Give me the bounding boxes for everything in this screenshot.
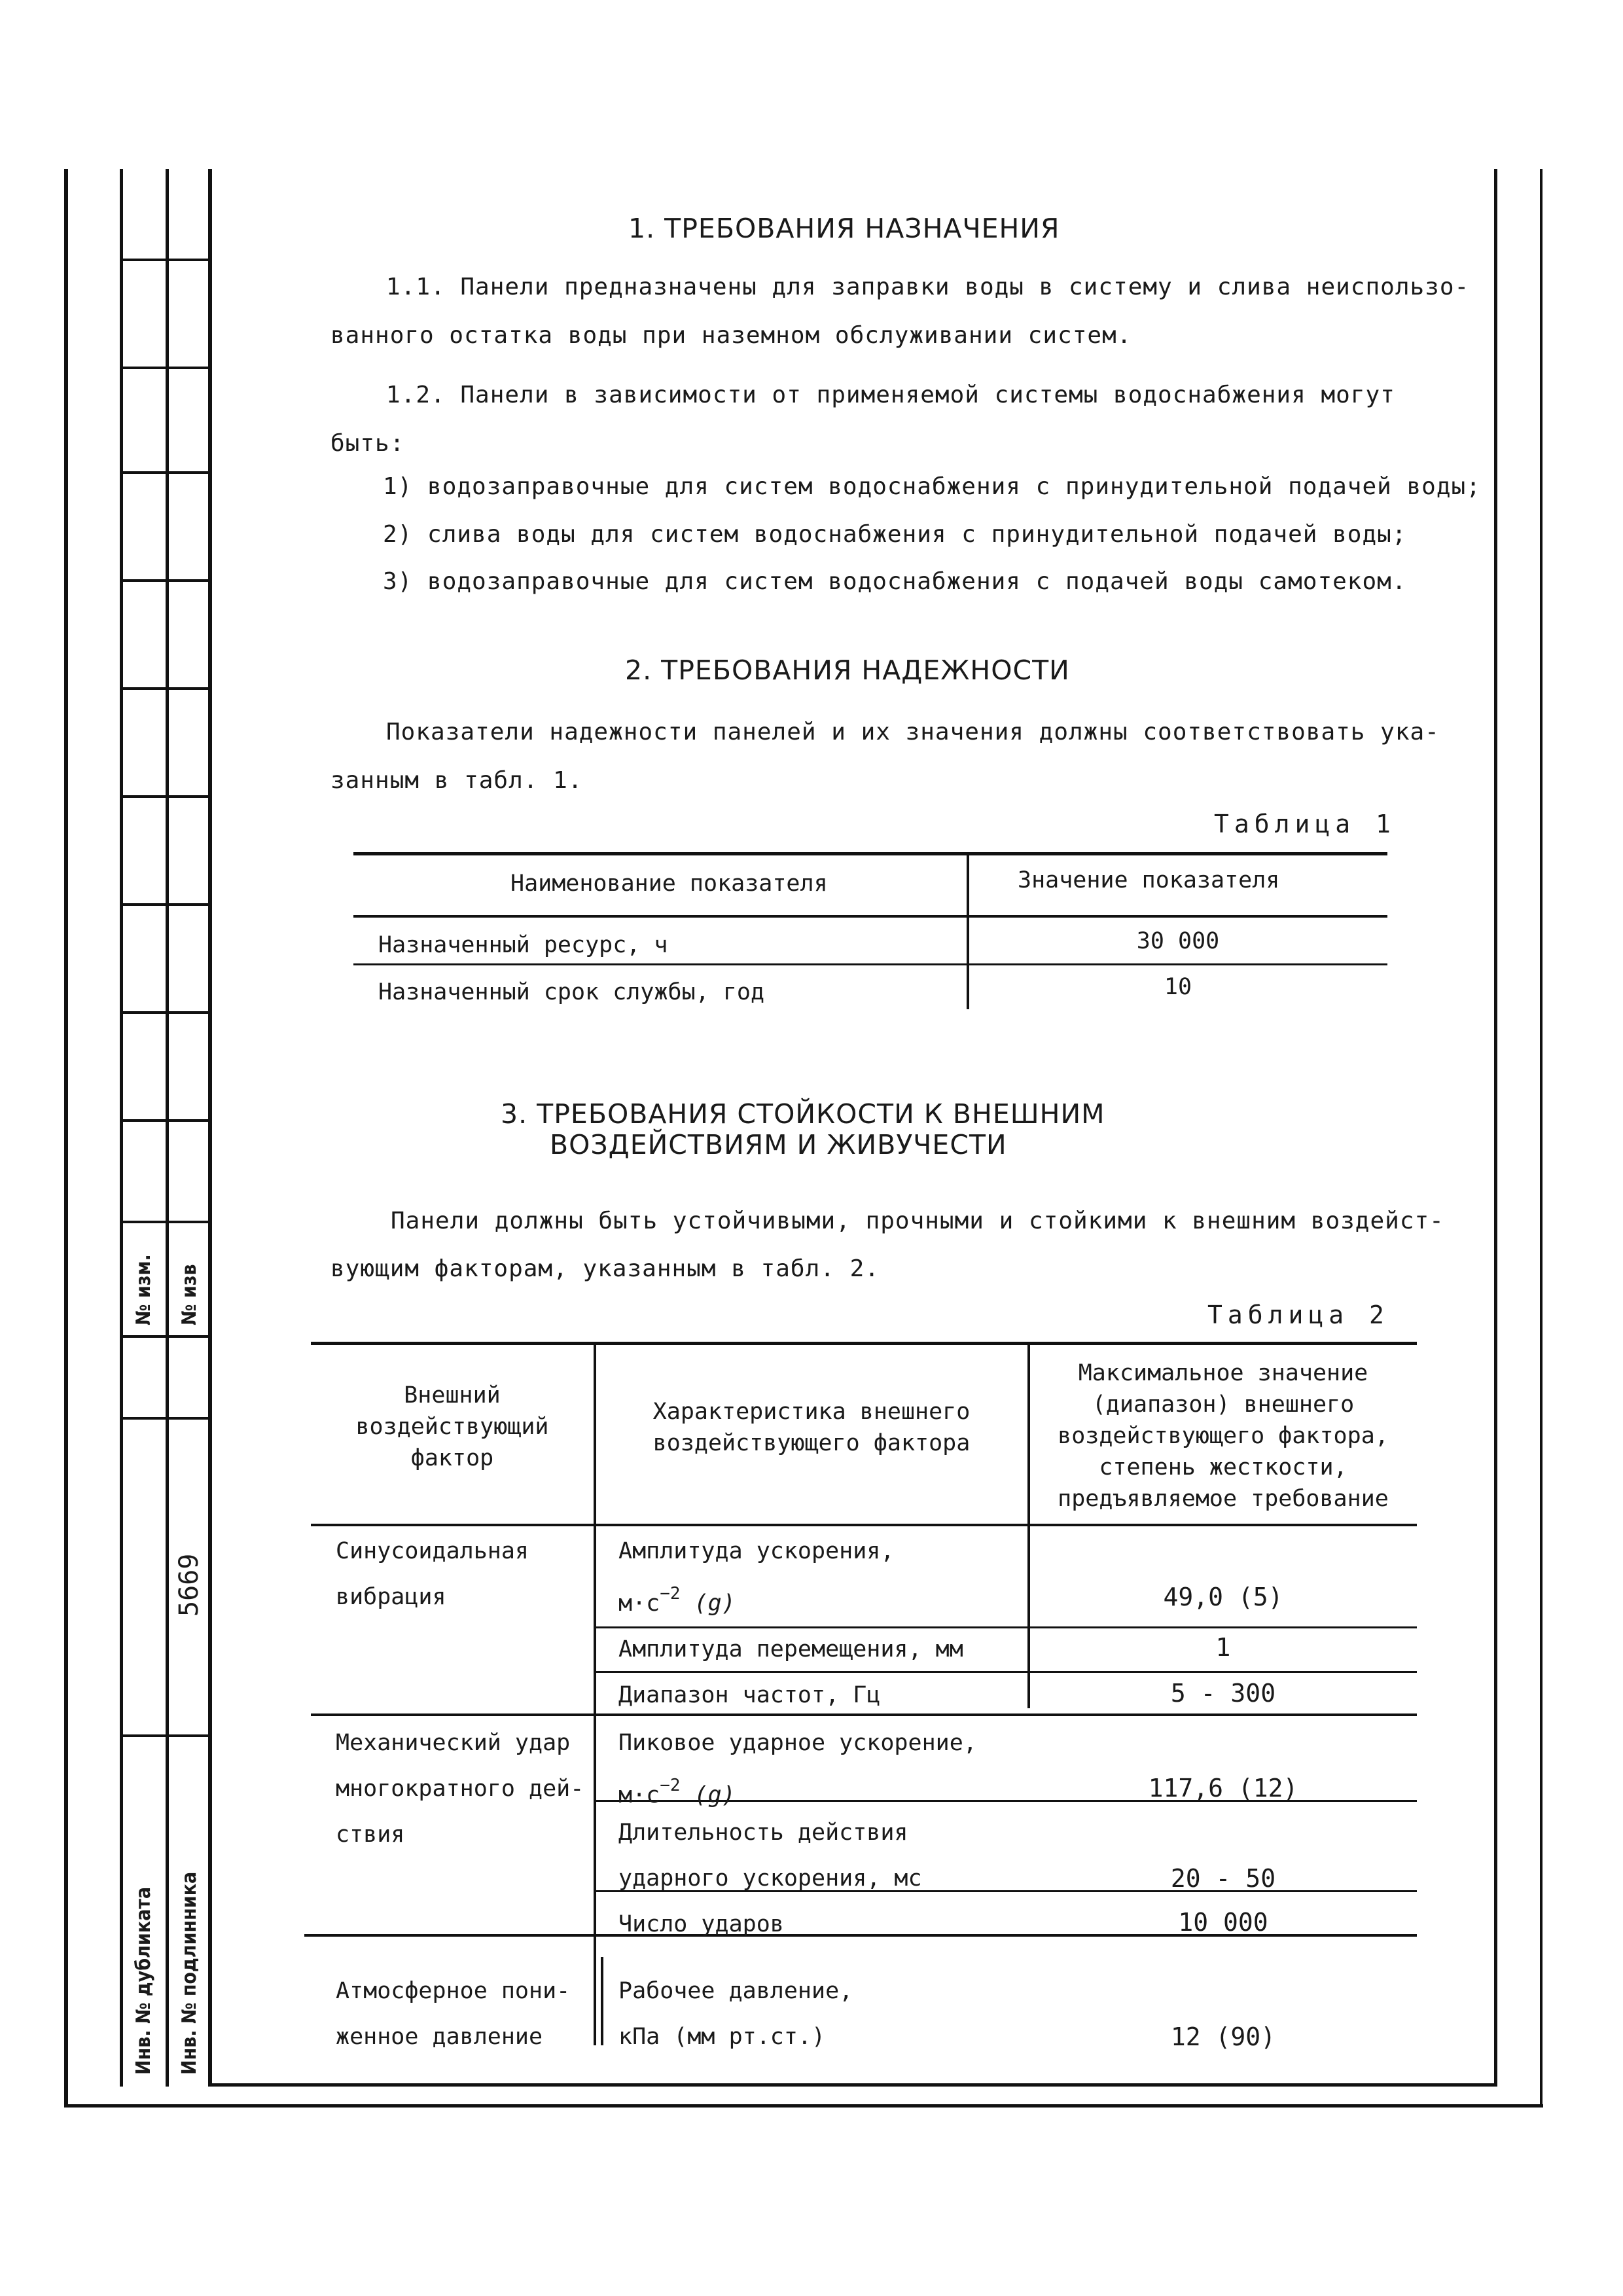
table2-header-max-l2: (диапазон) внешнего bbox=[1092, 1391, 1355, 1418]
right-outer-line bbox=[1540, 169, 1543, 2106]
table2-header-max-l1: Максимальное значение bbox=[1078, 1360, 1368, 1386]
table2-duration-value: 20 - 50 bbox=[1170, 1864, 1276, 1893]
table2-work-value: 12 (90) bbox=[1170, 2022, 1276, 2051]
table1-row2-name: Назначенный срок службы, год bbox=[378, 979, 765, 1005]
table2-top-rule bbox=[311, 1342, 1417, 1345]
section1-item-3: 3) водозаправочные для систем водоснабжения с подачей воды самотеком. bbox=[383, 568, 1407, 595]
table2-header-factor-l2: воздействующий bbox=[355, 1414, 549, 1440]
table2-vib-bottom-rule bbox=[311, 1713, 1417, 1716]
table2-shock-factor-l3: ствия bbox=[336, 1821, 405, 1848]
table2-vibration-factor-l1: Синусоидальная bbox=[336, 1538, 529, 1564]
bottom-outer-line bbox=[64, 2104, 1543, 2108]
table2-header-rule bbox=[311, 1524, 1417, 1526]
sidebar-label-izm: № изм. bbox=[132, 1254, 155, 1325]
table2-duration-l2: ударного ускорения, мс bbox=[618, 1865, 922, 1892]
table2-peak-g: (g) bbox=[694, 1782, 736, 1808]
table2-count: Число ударов bbox=[618, 1911, 784, 1937]
table1-row1-name: Назначенный ресурс, ч bbox=[378, 932, 668, 958]
section2-p-line1: Показатели надежности панелей и их значения должны соответствовать ука- bbox=[386, 719, 1440, 745]
table2-freq: Диапазон частот, Гц bbox=[618, 1682, 881, 1708]
table2-header-max-l5: предъявляемое требование bbox=[1058, 1486, 1389, 1512]
left-margin-line-2 bbox=[166, 169, 169, 2087]
table2-amp-disp: Амплитуда перемещения, мм bbox=[618, 1636, 963, 1662]
left-outer-border bbox=[64, 169, 68, 2106]
section1-p2-line2: быть: bbox=[330, 430, 405, 457]
section2-p-line2: занным в табл. 1. bbox=[330, 767, 583, 794]
table2-count-value: 10 000 bbox=[1178, 1908, 1268, 1937]
table2-peak-l2 bbox=[618, 1776, 736, 1808]
table2-header-max-l3: воздействующего фактора, bbox=[1058, 1423, 1389, 1449]
table1-header-name: Наименование показателя bbox=[510, 870, 828, 897]
table2-work-l1: Рабочее давление, bbox=[618, 1978, 853, 2004]
table2-peak-unit: м·с bbox=[618, 1782, 660, 1808]
table2-shock-factor-l1: Механический удар bbox=[336, 1730, 571, 1756]
table2-amp-accel-l2 bbox=[618, 1584, 736, 1617]
table1-header-value: Значение показателя bbox=[1018, 867, 1280, 893]
table1-caption: Таблица 1 bbox=[1214, 810, 1396, 838]
table2-header-factor-l1: Внешний bbox=[404, 1382, 501, 1408]
table2-peak-value: 117,6 (12) bbox=[1148, 1774, 1298, 1803]
table2-shock-factor-l2: многократного дей- bbox=[336, 1776, 584, 1802]
table2-header-char-l1: Характеристика внешнего bbox=[652, 1399, 971, 1425]
table1-row1-value: 30 000 bbox=[1136, 928, 1220, 954]
section1-p1-line2: ванного остатка воды при наземном обслуживании систем. bbox=[330, 322, 1132, 349]
table2-caption: Таблица 2 bbox=[1207, 1300, 1389, 1329]
table2-amp-disp-value: 1 bbox=[1215, 1633, 1231, 1662]
table2-header-max-l4: степень жесткости, bbox=[1099, 1454, 1347, 1480]
table2-vibration-factor-l2: вибрация bbox=[336, 1584, 446, 1610]
sidebar-tick bbox=[120, 471, 208, 474]
section1-p2-line1: 1.2. Панели в зависимости от применяемой системы водоснабжения могут bbox=[386, 382, 1395, 408]
table2-amp-accel-exp: −2 bbox=[660, 1584, 681, 1604]
right-frame-line bbox=[1494, 169, 1497, 2087]
table2-pressure-factor-l1: Атмосферное пони- bbox=[336, 1978, 571, 2004]
sidebar-label-dublikat: Инв. № дубликата bbox=[132, 1886, 155, 2075]
sidebar-tick bbox=[120, 1221, 208, 1223]
table2-work-l2: кПа (мм рт.ст.) bbox=[618, 2024, 826, 2050]
sidebar-tick bbox=[120, 795, 208, 798]
sidebar-label-podlinnik: Инв. № подлинника bbox=[178, 1871, 201, 2075]
sidebar-tick bbox=[120, 1417, 208, 1420]
sidebar-tick bbox=[120, 1734, 208, 1737]
table2-amp-accel-value: 49,0 (5) bbox=[1163, 1583, 1283, 1611]
table2-header-char-l2: воздействующего фактора bbox=[652, 1430, 971, 1456]
table2-header-factor-l3: фактор bbox=[410, 1445, 494, 1471]
table2-vib-rule-1 bbox=[596, 1626, 1417, 1628]
table2-amp-accel-g: (g) bbox=[694, 1590, 736, 1617]
section3-title-line1: 3. ТРЕБОВАНИЯ СТОЙКОСТИ К ВНЕШНИМ bbox=[501, 1098, 1105, 1130]
section1-item-2: 2) слива воды для систем водоснабжения с принудительной подачей воды; bbox=[383, 521, 1407, 548]
section2-title: 2. ТРЕБОВАНИЯ НАДЕЖНОСТИ bbox=[625, 655, 1070, 686]
sidebar-tick bbox=[120, 1119, 208, 1122]
table2-amp-accel-l1: Амплитуда ускорения, bbox=[618, 1538, 895, 1564]
table1-row-rule bbox=[353, 963, 1387, 965]
sidebar-tick bbox=[120, 903, 208, 906]
sidebar-tick bbox=[120, 1335, 208, 1338]
section1-p1-line1: 1.1. Панели предназначены для заправки воды в систему и слива неиспользо- bbox=[386, 274, 1470, 300]
sidebar-tick bbox=[120, 367, 208, 369]
table2-peak-l1: Пиковое ударное ускорение, bbox=[618, 1730, 977, 1756]
table1-header-rule bbox=[353, 915, 1387, 918]
section3-p-line2: вующим факторам, указанным в табл. 2. bbox=[330, 1255, 880, 1282]
table2-freq-value: 5 - 300 bbox=[1170, 1679, 1276, 1708]
left-margin-line-1 bbox=[120, 169, 123, 2087]
table1-top-rule bbox=[353, 852, 1387, 855]
sidebar-tick bbox=[120, 259, 208, 261]
table2-amp-accel-unit: м·с bbox=[618, 1590, 660, 1617]
section3-title-line2: ВОЗДЕЙСТВИЯМ И ЖИВУЧЕСТИ bbox=[550, 1129, 1007, 1160]
sidebar-tick bbox=[120, 1011, 208, 1014]
section3-p-line1: Панели должны быть устойчивыми, прочными и стойкими к внешним воздейст- bbox=[391, 1208, 1444, 1234]
table2-vib-rule-2 bbox=[596, 1671, 1417, 1673]
table1-row2-value: 10 bbox=[1164, 974, 1192, 1000]
bottom-frame-line bbox=[208, 2083, 1497, 2087]
sidebar-tick bbox=[120, 579, 208, 582]
table2-peak-exp: −2 bbox=[660, 1776, 681, 1795]
sidebar-doc-number: 5669 bbox=[174, 1553, 204, 1617]
section1-item-1: 1) водозаправочные для систем водоснабжения с принудительной подачей воды; bbox=[383, 473, 1481, 500]
sidebar-label-izv: № изв bbox=[178, 1264, 201, 1325]
left-margin-line-3 bbox=[208, 169, 212, 2087]
table2-duration-l1: Длительность действия bbox=[618, 1820, 908, 1846]
section1-title: 1. ТРЕБОВАНИЯ НАЗНАЧЕНИЯ bbox=[628, 213, 1060, 244]
table2-pressure-factor-l2: женное давление bbox=[336, 2024, 543, 2050]
table2-pressure-divider bbox=[601, 1957, 603, 2045]
sidebar-tick bbox=[120, 687, 208, 690]
